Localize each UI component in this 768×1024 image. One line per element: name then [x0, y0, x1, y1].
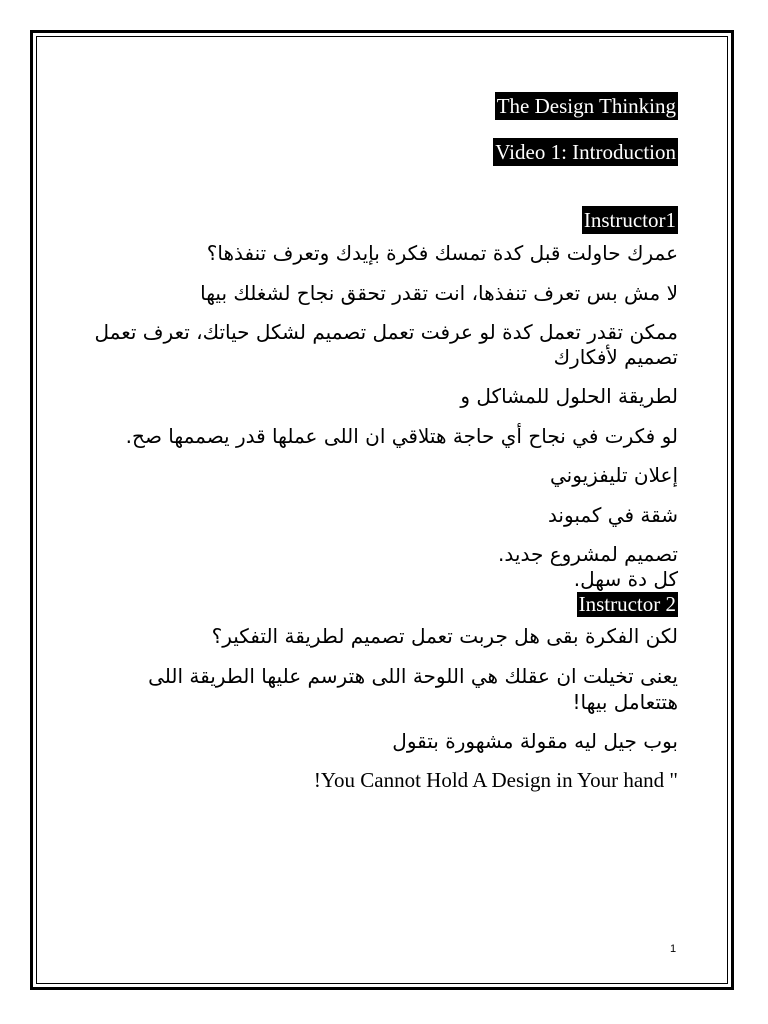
- quote-text: " You Cannot Hold A Design in Your hand!: [313, 768, 678, 792]
- page-number: 1: [670, 943, 677, 955]
- paragraph: عمرك حاولت قبل كدة تمسك فكرة بإيدك وتعرف تنفذها؟: [206, 241, 678, 265]
- paragraph: تصميم لمشروع جديد.: [498, 542, 678, 566]
- paragraph: لطريقة الحلول للمشاكل و: [460, 384, 678, 408]
- paragraph: لكن الفكرة بقى هل جربت تعمل تصميم لطريقة التفكير؟: [211, 624, 678, 648]
- paragraph: لا مش بس تعرف تنفذها، انت تقدر تحقق نجاح لشغلك بيها: [200, 281, 678, 305]
- paragraph: ممكن تقدر تعمل كدة لو عرفت تعمل تصميم لشكل حياتك، تعرف تعمل تصميم لأفكارك: [94, 320, 678, 369]
- paragraph: لو فكرت في نجاح أي حاجة هتلاقي ان اللى عملها قدر يصممها صح.: [125, 424, 678, 448]
- paragraph: يعنى تخيلت ان عقلك هي اللوحة اللى هترسم عليها الطريقة اللى هتتعامل بيها!: [148, 664, 678, 714]
- document-body: [90, 92, 678, 794]
- paragraph: إعلان تليفزيوني: [550, 463, 678, 487]
- speaker-label-2: Instructor 2: [578, 592, 676, 616]
- speaker-label-1: Instructor1: [583, 208, 676, 232]
- paragraph: بوب جيل ليه مقولة مشهورة بتقول: [392, 729, 678, 753]
- document-title: The Design Thinking: [496, 94, 676, 118]
- paragraph: كل دة سهل.: [573, 567, 678, 591]
- document-subtitle: Video 1: Introduction: [495, 140, 676, 164]
- paragraph: شقة في كمبوند: [547, 503, 678, 527]
